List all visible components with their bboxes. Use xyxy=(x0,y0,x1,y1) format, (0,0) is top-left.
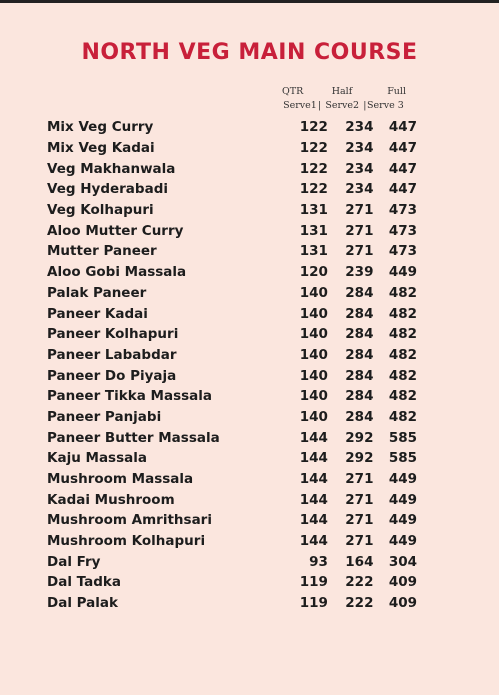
qtr-price: 131 xyxy=(299,243,328,260)
item-name: Mix Veg Kadai xyxy=(47,140,155,157)
half-price: 239 xyxy=(345,264,374,281)
qtr-price: 140 xyxy=(299,284,328,301)
menu-title: NORTH VEG MAIN COURSE xyxy=(81,40,418,65)
menu-item-row xyxy=(47,407,417,428)
qtr-price: 131 xyxy=(299,222,328,239)
half-price: 292 xyxy=(345,429,374,446)
item-name: Palak Paneer xyxy=(47,284,147,301)
full-price: 449 xyxy=(388,471,417,488)
menu-item-row xyxy=(47,179,417,200)
qtr-price: 122 xyxy=(299,140,328,157)
half-price: 292 xyxy=(345,450,374,467)
full-price: 409 xyxy=(388,574,417,591)
menu-item-row xyxy=(47,365,417,386)
half-price: 271 xyxy=(345,222,374,239)
menu-item-row xyxy=(47,531,417,552)
qtr-price: 144 xyxy=(299,533,328,550)
menu-item-row xyxy=(47,283,417,304)
qtr-price: 140 xyxy=(299,346,328,363)
menu-item-row xyxy=(47,593,417,614)
item-name: Mutter Paneer xyxy=(47,243,157,260)
menu-item-row xyxy=(47,469,417,490)
full-price: 409 xyxy=(388,595,417,612)
full-price: 482 xyxy=(388,388,417,405)
full-price: 473 xyxy=(388,243,417,260)
qtr-price: 144 xyxy=(299,471,328,488)
half-price: 234 xyxy=(345,181,374,198)
qtr-price: 119 xyxy=(299,595,328,612)
qtr-price: 122 xyxy=(299,119,328,136)
full-header: Full xyxy=(387,85,406,97)
full-price: 482 xyxy=(388,326,417,343)
menu-list xyxy=(47,117,417,614)
qtr-header: QTR xyxy=(282,85,304,97)
half-price: 271 xyxy=(345,471,374,488)
half-price: 234 xyxy=(345,160,374,177)
item-name: Mushroom Massala xyxy=(47,471,194,488)
full-price: 447 xyxy=(388,181,417,198)
half-price: 271 xyxy=(345,512,374,529)
serve1-header: Serve1 xyxy=(283,99,317,111)
full-price: 449 xyxy=(388,533,417,550)
qtr-price: 140 xyxy=(299,388,328,405)
half-price: 284 xyxy=(345,326,374,343)
half-price: 271 xyxy=(345,533,374,550)
half-price: 284 xyxy=(345,284,374,301)
half-price: 284 xyxy=(345,367,374,384)
full-price: 447 xyxy=(388,119,417,136)
qtr-price: 140 xyxy=(299,326,328,343)
size-header-row xyxy=(282,84,406,98)
qtr-price: 131 xyxy=(299,202,328,219)
full-price: 482 xyxy=(388,284,417,301)
menu-item-row xyxy=(47,262,417,283)
half-header: Half xyxy=(331,85,353,97)
menu-item-row xyxy=(47,551,417,572)
item-name: Kadai Mushroom xyxy=(47,491,175,508)
half-price: 284 xyxy=(345,408,374,425)
full-price: 447 xyxy=(388,140,417,157)
qtr-price: 144 xyxy=(299,429,328,446)
full-price: 482 xyxy=(388,346,417,363)
item-name: Paneer Butter Massala xyxy=(47,429,220,446)
menu-item-row xyxy=(47,241,417,262)
menu-item-row xyxy=(47,345,417,366)
qtr-price: 122 xyxy=(299,181,328,198)
menu-item-row xyxy=(47,427,417,448)
full-price: 304 xyxy=(388,553,417,570)
full-price: 473 xyxy=(388,222,417,239)
item-name: Aloo Gobi Massala xyxy=(47,264,187,281)
menu-item-row xyxy=(47,510,417,531)
qtr-price: 122 xyxy=(299,160,328,177)
item-name: Dal Tadka xyxy=(47,574,121,591)
half-price: 164 xyxy=(345,553,374,570)
qtr-price: 120 xyxy=(299,264,328,281)
separator: | xyxy=(318,99,322,111)
half-price: 271 xyxy=(345,243,374,260)
item-name: Paneer Lababdar xyxy=(47,346,177,363)
item-name: Dal Palak xyxy=(47,595,119,612)
full-price: 449 xyxy=(388,512,417,529)
item-name: Aloo Mutter Curry xyxy=(47,222,184,239)
column-header xyxy=(282,84,406,112)
serve3-header: Serve 3 xyxy=(367,99,404,111)
half-price: 284 xyxy=(345,346,374,363)
item-name: Mushroom Kolhapuri xyxy=(47,533,206,550)
half-price: 234 xyxy=(345,140,374,157)
half-price: 284 xyxy=(345,388,374,405)
menu-item-row xyxy=(47,303,417,324)
item-name: Paneer Kolhapuri xyxy=(47,326,179,343)
item-name: Paneer Panjabi xyxy=(47,408,162,425)
full-price: 447 xyxy=(388,160,417,177)
qtr-price: 144 xyxy=(299,491,328,508)
top-border xyxy=(0,0,499,3)
menu-item-row xyxy=(47,220,417,241)
qtr-price: 144 xyxy=(299,512,328,529)
full-price: 585 xyxy=(388,429,417,446)
menu-item-row xyxy=(47,386,417,407)
half-price: 222 xyxy=(345,595,374,612)
menu-item-row xyxy=(47,138,417,159)
item-name: Dal Fry xyxy=(47,553,101,570)
full-price: 482 xyxy=(388,408,417,425)
half-price: 234 xyxy=(345,119,374,136)
item-name: Mushroom Amrithsari xyxy=(47,512,212,529)
full-price: 473 xyxy=(388,202,417,219)
qtr-price: 140 xyxy=(299,305,328,322)
serve2-header: Serve2 xyxy=(325,99,360,111)
menu-item-row xyxy=(47,200,417,221)
full-price: 449 xyxy=(388,491,417,508)
half-price: 222 xyxy=(345,574,374,591)
item-name: Kaju Massala xyxy=(47,450,147,467)
qtr-price: 144 xyxy=(299,450,328,467)
half-price: 284 xyxy=(345,305,374,322)
item-name: Veg Hyderabadi xyxy=(47,181,168,198)
qtr-price: 140 xyxy=(299,408,328,425)
item-name: Paneer Kadai xyxy=(47,305,148,322)
full-price: 585 xyxy=(388,450,417,467)
menu-item-row xyxy=(47,489,417,510)
half-price: 271 xyxy=(345,491,374,508)
menu-item-row xyxy=(47,158,417,179)
half-price: 271 xyxy=(345,202,374,219)
menu-item-row xyxy=(47,324,417,345)
qtr-price: 140 xyxy=(299,367,328,384)
item-name: Veg Makhanwala xyxy=(47,160,176,177)
menu-item-row xyxy=(47,448,417,469)
full-price: 482 xyxy=(388,305,417,322)
full-price: 482 xyxy=(388,367,417,384)
menu-item-row xyxy=(47,117,417,138)
serves-header-row xyxy=(282,98,406,112)
menu-item-row xyxy=(47,572,417,593)
item-name: Veg Kolhapuri xyxy=(47,202,154,219)
item-name: Paneer Do Piyaja xyxy=(47,367,177,384)
separator: | xyxy=(363,99,367,111)
item-name: Paneer Tikka Massala xyxy=(47,388,212,405)
qtr-price: 119 xyxy=(299,574,328,591)
full-price: 449 xyxy=(388,264,417,281)
qtr-price: 93 xyxy=(309,553,328,570)
item-name: Mix Veg Curry xyxy=(47,119,154,136)
